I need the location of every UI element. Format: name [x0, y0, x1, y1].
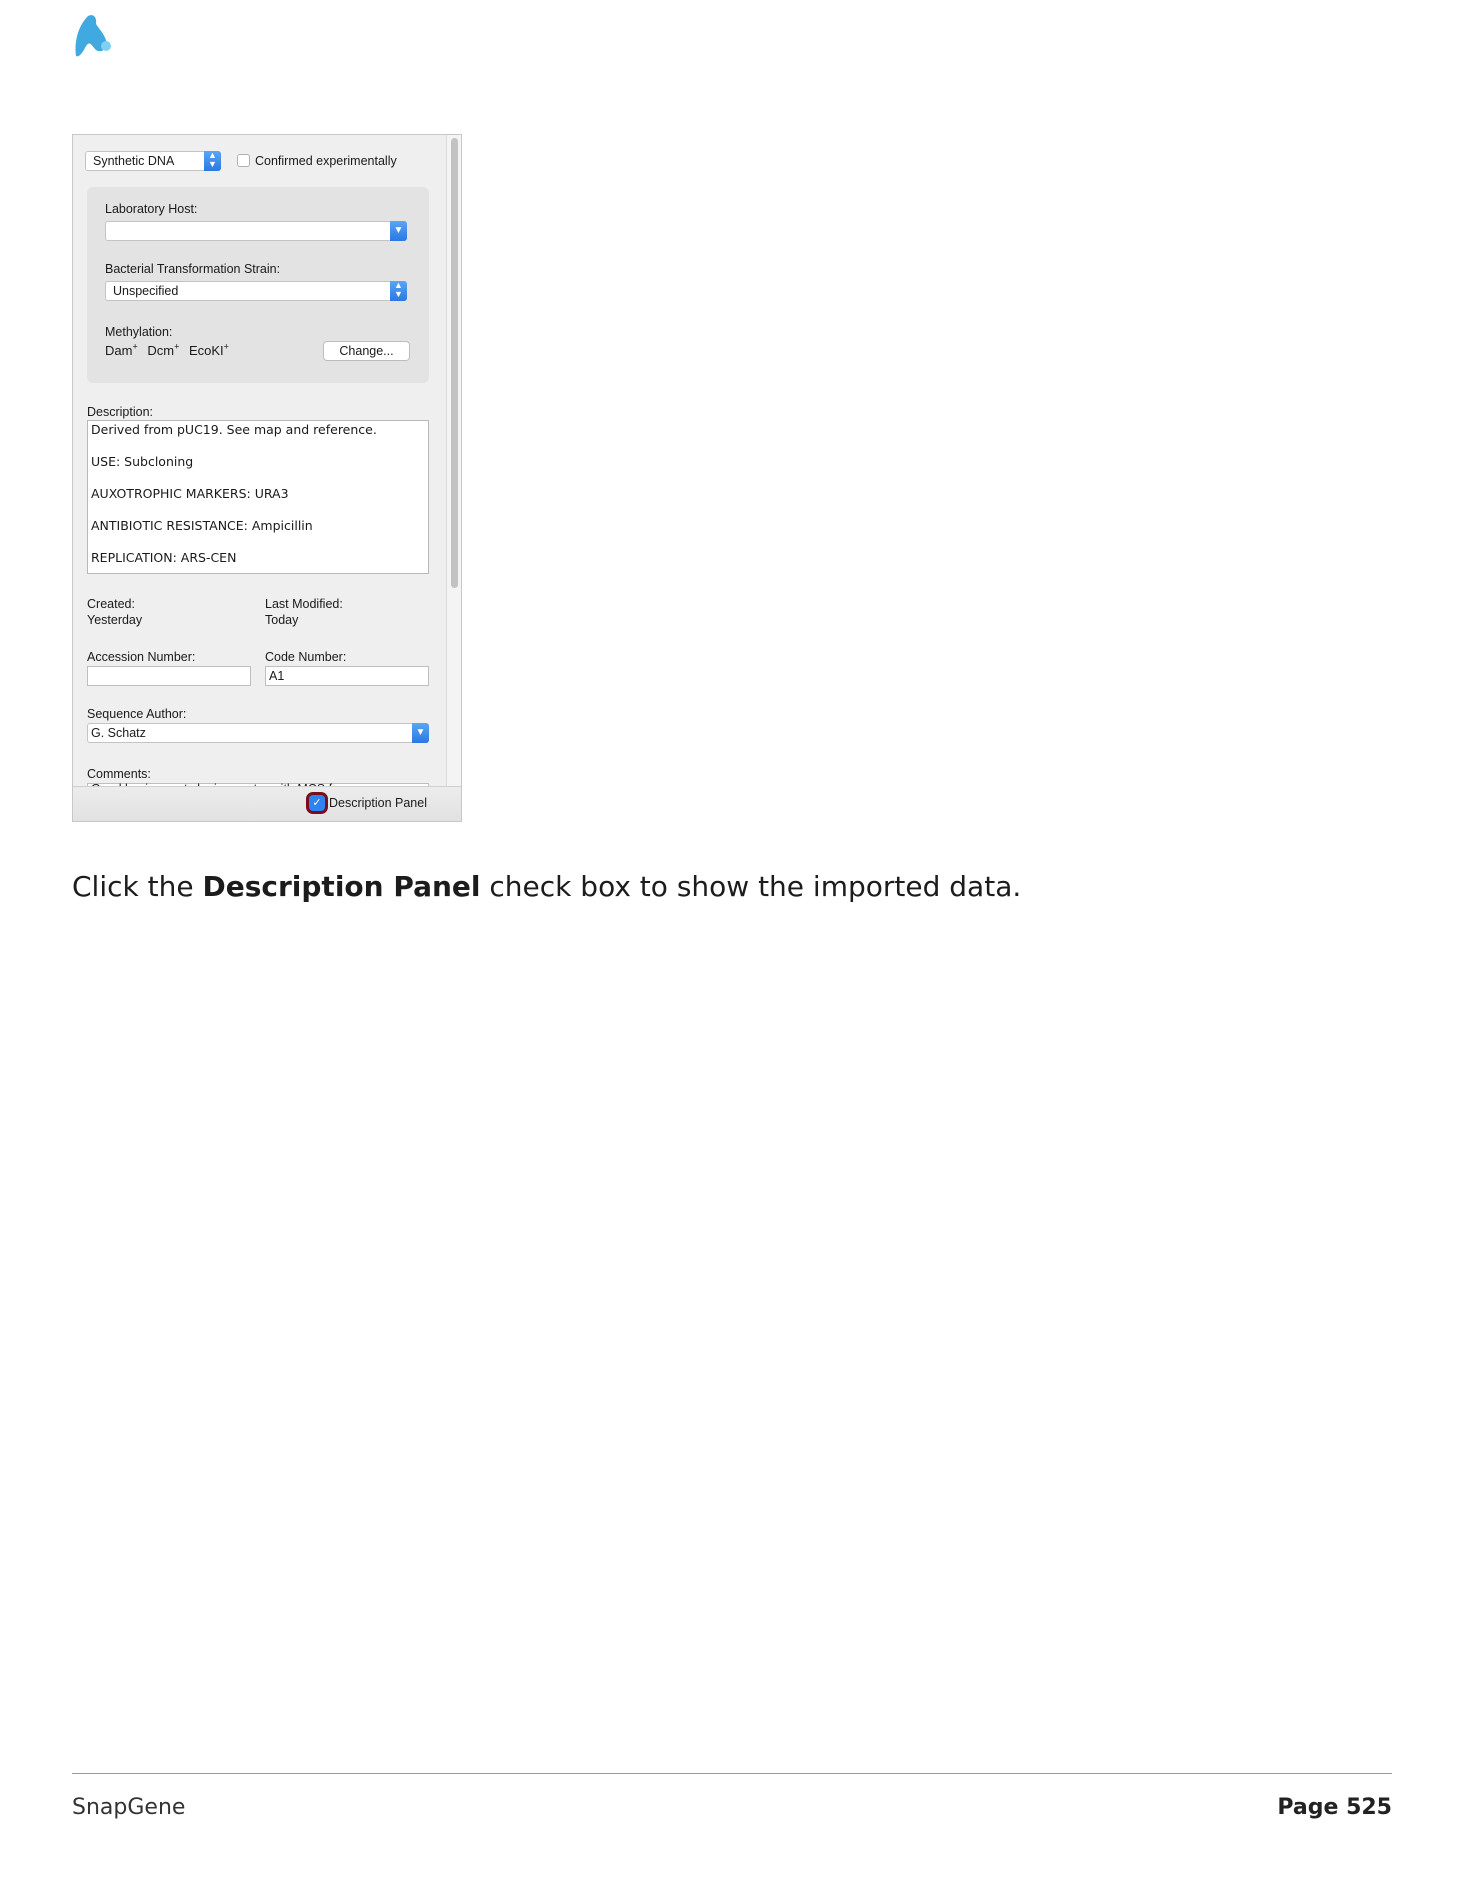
molecule-type-value: Synthetic DNA — [93, 154, 175, 168]
comments-label: Comments: — [87, 767, 151, 781]
accession-number-field[interactable] — [87, 666, 251, 686]
last-modified-value: Today — [265, 613, 299, 627]
change-methylation-button[interactable]: Change... — [323, 341, 410, 361]
code-number-label: Code Number: — [265, 650, 347, 664]
description-panel-label: Description Panel — [329, 796, 427, 810]
strain-label: Bacterial Transformation Strain: — [105, 262, 281, 276]
host-settings-group — [87, 187, 429, 383]
sequence-author-select[interactable] — [87, 723, 429, 743]
instruction-text: Click the Description Panel check box to show the imported data. — [72, 870, 1022, 903]
confirmed-experimentally-label: Confirmed experimentally — [255, 154, 397, 168]
description-textarea[interactable] — [87, 420, 429, 574]
panel-bottom-bar — [73, 786, 461, 821]
chevron-down-icon: ▼ — [390, 221, 407, 241]
updown-stepper-icon: ▲ ▼ — [204, 151, 221, 171]
methylation-item: Dam+ — [105, 342, 138, 359]
code-number-field[interactable]: A1 — [265, 666, 429, 686]
description-line: ANTIBIOTIC RESISTANCE: Ampicillin — [91, 518, 313, 533]
methylation-label: Methylation: — [105, 325, 173, 339]
strain-value: Unspecified — [113, 284, 179, 298]
scrollbar-thumb[interactable] — [451, 138, 458, 588]
footer-divider — [72, 1773, 1392, 1774]
page-number: Page 525 — [1277, 1795, 1392, 1820]
sequence-info-panel-screenshot — [72, 134, 462, 822]
panel-scrollbar[interactable] — [446, 135, 461, 787]
strain-select[interactable] — [105, 281, 407, 301]
sequence-author-value: G. Schatz — [91, 726, 146, 740]
molecule-type-select[interactable] — [85, 151, 221, 171]
last-modified-label: Last Modified: — [265, 597, 343, 611]
footer-brand: SnapGene — [72, 1795, 186, 1820]
description-line: USE: Subcloning — [91, 454, 194, 469]
laboratory-host-select[interactable] — [105, 221, 407, 241]
laboratory-host-label: Laboratory Host: — [105, 202, 198, 216]
created-label: Created: — [87, 597, 135, 611]
confirmed-experimentally-checkbox[interactable] — [237, 154, 250, 167]
instruction-emphasis: Description Panel — [202, 870, 481, 903]
accession-number-label: Accession Number: — [87, 650, 196, 664]
created-value: Yesterday — [87, 613, 143, 627]
description-line: REPLICATION: ARS-CEN — [91, 550, 237, 565]
description-panel-checkbox[interactable]: ✓ — [309, 795, 325, 811]
updown-stepper-icon: ▲ ▼ — [390, 281, 407, 301]
description-label: Description: — [87, 405, 153, 419]
description-line: Derived from pUC19. See map and reference. — [91, 422, 377, 437]
methylation-item: EcoKI+ — [188, 342, 229, 359]
methylation-item: Dcm+ — [147, 342, 180, 359]
chevron-down-icon: ▼ — [412, 723, 429, 743]
description-line: AUXOTROPHIC MARKERS: URA3 — [91, 486, 289, 501]
methylation-list — [105, 342, 229, 358]
sequence-author-label: Sequence Author: — [87, 707, 187, 721]
snapgene-logo-icon — [70, 10, 120, 60]
